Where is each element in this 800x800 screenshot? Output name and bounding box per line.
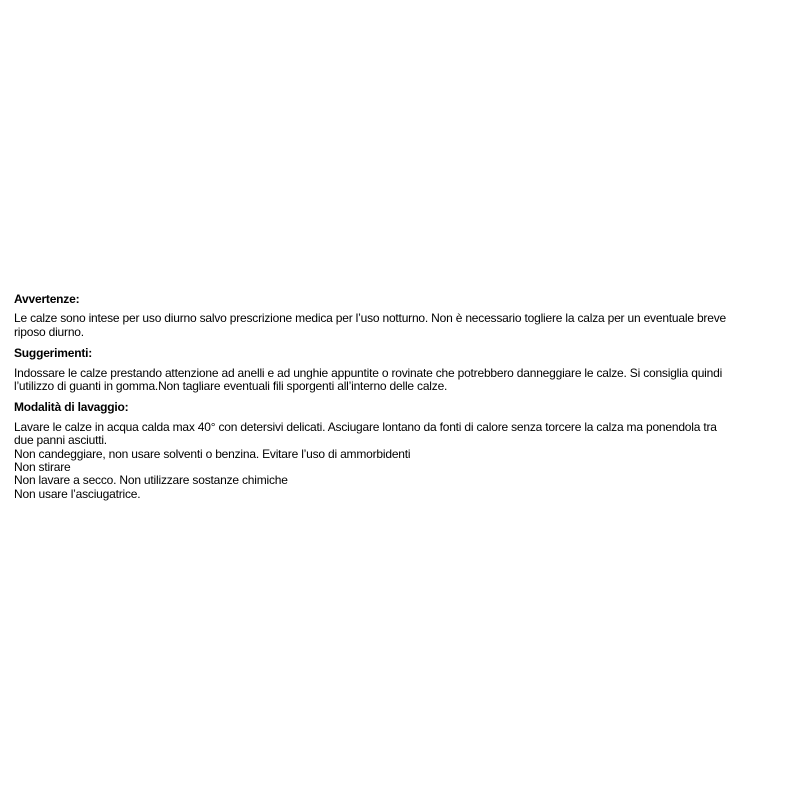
document-content <box>14 293 788 501</box>
paragraph-line: Non stirare <box>14 461 71 475</box>
section-heading-suggerimenti: Suggerimenti: <box>14 346 93 361</box>
section-heading-avvertenze: Avvertenze: <box>14 292 80 306</box>
paragraph-line: Lavare le calze in acqua calda max 40° con detersivi delicati. Asciugare lontano da fonti di calore senza torcere la calza ma ponendola tra <box>14 420 717 434</box>
paragraph-line: Non usare l’asciugatrice. <box>14 487 141 501</box>
paragraph-line: riposo diurno. <box>14 325 84 339</box>
section-heading-modalita-di-lavaggio: Modalità di lavaggio: <box>14 400 129 415</box>
paragraph-line: Le calze sono intese per uso diurno salvo prescrizione medica per l’uso notturno. Non è necessario togliere la calza per un eventuale breve <box>14 312 726 326</box>
paragraph-line: Indossare le calze prestando attenzione ad anelli e ad unghie appuntite o rovinate che potrebbero danneggiare le calze. Si consiglia quindi <box>14 366 723 380</box>
paragraph-line: l’utilizzo di guanti in gomma.Non tagliare eventuali fili sporgenti all’interno delle calze. <box>14 380 448 394</box>
paragraph-line: Non lavare a secco. Non utilizzare sostanze chimiche <box>14 474 288 488</box>
paragraph-line: Non candeggiare, non usare solventi o benzina. Evitare l’uso di ammorbidenti <box>14 447 411 461</box>
paragraph-line: due panni asciutti. <box>14 434 107 448</box>
